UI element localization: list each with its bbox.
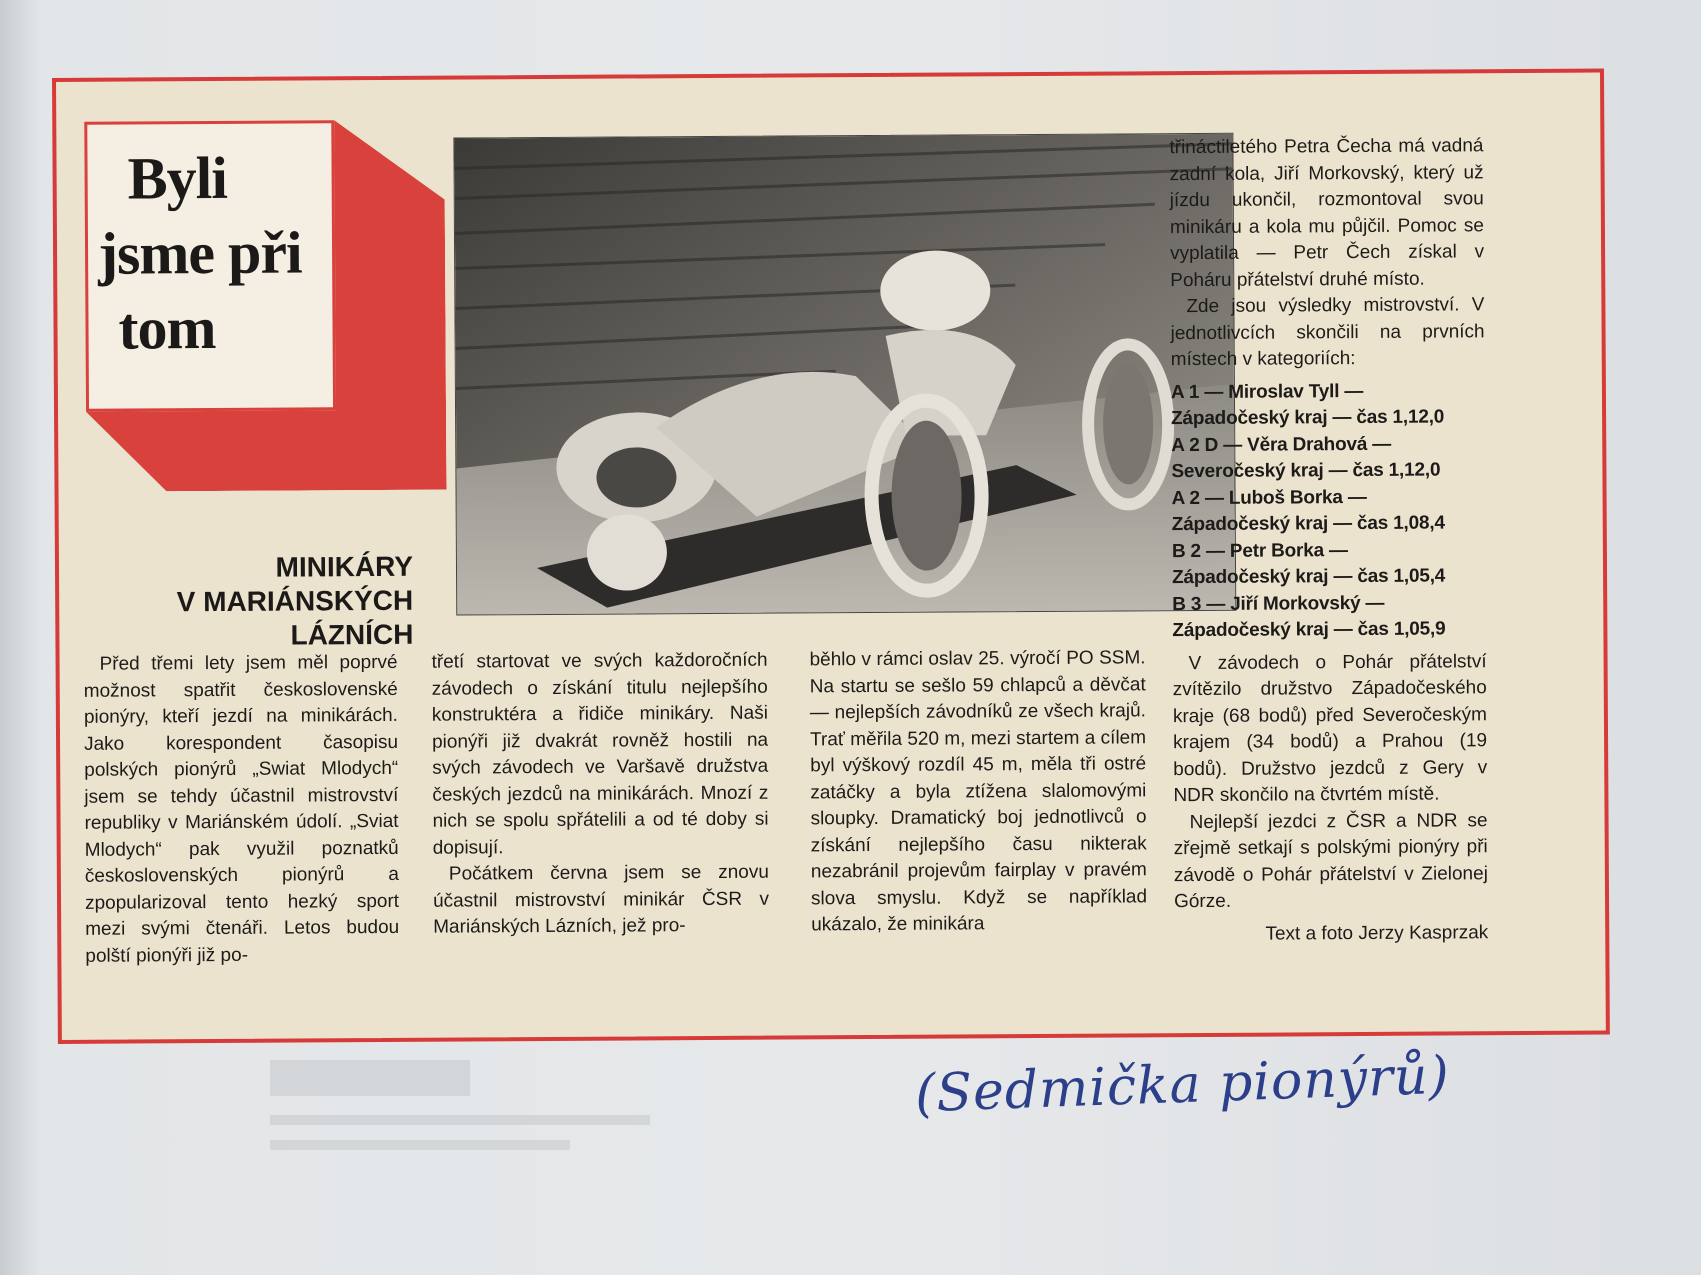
column-4-paragraph-3: V závodech o Pohár přátelství zvítězilo družstvo Západočeského kraje (68 bodů) před Severočeským krajem (34 bodů) a Prahou (19 bodů). Družstvo jezdců z Gery v NDR skončilo na čtvrtém místě. bbox=[1172, 650, 1488, 807]
result-line: B 2 — Petr Borka — bbox=[1171, 539, 1348, 562]
column-1-text: Před třemi lety jsem měl poprvé možnost spatřit československé pionýry, kteří jezdí na minikárách. Jako korespondent časopisu polských pionýrů „Swiat Mlodych“ jsem se tehdy účastnil mistrovství republiky v Mariánském údolí. „Sviat Mlodych“ pak využil poznatků československých pionýrů a zpopularizoval tento hezký sport mezi svými čtenáři. Letos budou polští pionýři již po- bbox=[83, 651, 400, 967]
result-line: Západočeský kraj — čas 1,05,9 bbox=[1172, 618, 1446, 642]
result-line: Západočeský kraj — čas 1,08,4 bbox=[1171, 512, 1445, 536]
result-line: Západočeský kraj — čas 1,12,0 bbox=[1171, 406, 1445, 430]
bleed-through-text bbox=[270, 1060, 690, 1180]
result-line: Severočeský kraj — čas 1,12,0 bbox=[1171, 459, 1441, 483]
photo-credit: Text a foto Jerzy Kasprzak bbox=[1265, 921, 1489, 945]
headline bbox=[176, 550, 413, 653]
result-line: B 3 — Jiří Morkovský — bbox=[1172, 592, 1385, 615]
column-4-paragraph-2: Zde jsou výsledky mistrovství. V jednotlivcích skončili na prvních místech v kategoriích: bbox=[1170, 294, 1485, 371]
title-box bbox=[84, 120, 446, 492]
handwritten-source: (Sedmička pionýrů) bbox=[914, 1045, 1451, 1125]
title-line-2: jsme při bbox=[97, 219, 302, 287]
title-line-1: Byli bbox=[127, 144, 228, 212]
column-2-paragraph-2: Počátkem června jsem se znovu účastnil mistrovství minikár ČSR v Mariánských Lázních, jež pro- bbox=[432, 861, 770, 938]
headline-line-1: MINIKÁRY bbox=[275, 550, 414, 583]
result-line: A 2 — Luboš Borka — bbox=[1171, 486, 1367, 509]
column-3 bbox=[809, 645, 1147, 939]
result-line: Západočeský kraj — čas 1,05,4 bbox=[1172, 565, 1446, 589]
column-4 bbox=[1169, 133, 1488, 948]
column-2-paragraph-1: třetí startovat ve svých každoročních závodech o získání titulu nejlepšího konstruktéra a řidiče minikáry. Naši pionýři již dvakrát rovněž hostili na svých závodech ve Varšavě družstva českých jezdců na minikárách. Mnozí z nich se spolu spřátelili a od té doby si dopisují. bbox=[431, 649, 769, 859]
column-3-text: běhlo v rámci oslav 25. výročí PO SSM. Na startu se sešlo 59 chlapců a děvčat — nejlepších závodníků ze všech krajů. Trať měřila 520 m, mezi startem a cílem byl výškový rozdíl 45 m, měla tři ostré zatáčky a byla ztížena slalomovými sloupky. Dramatický boj jednotlivců o získání nejlepšího času nikterak nezabránil projevům fairplay v pravém slova smyslu. Když se například ukázalo, že minikára bbox=[809, 647, 1148, 936]
race-photo bbox=[453, 133, 1236, 616]
column-4-paragraph-1: třináctiletého Petra Čecha má vadná zadní kola, Jiří Morkovský, který už jízdu ukončil, rozmontoval svou minikáru a kola mu půjčil. Pomoc se vyplatila — Petr Čech získal v Poháru přátelství druhé místo. bbox=[1169, 135, 1485, 291]
headline-line-3: LÁZNÍCH bbox=[290, 618, 414, 651]
column-4-paragraph-4: Nejlepší jezdci z ČSR a NDR se zřejmě setkají s polskými pionýry při závodě o Pohár přátelství v Zielonej Górze. bbox=[1173, 809, 1488, 913]
column-1 bbox=[84, 650, 400, 970]
result-line: A 2 D — Věra Drahová — bbox=[1171, 433, 1392, 456]
newspaper-clipping bbox=[52, 69, 1610, 1044]
column-2 bbox=[431, 648, 769, 942]
headline-line-2: V MARIÁNSKÝCH bbox=[176, 584, 414, 618]
results-list bbox=[1171, 378, 1487, 645]
handwritten-note bbox=[914, 1045, 1451, 1135]
title-line-3: tom bbox=[118, 295, 216, 362]
result-line: A 1 — Miroslav Tyll — bbox=[1170, 380, 1364, 403]
title-panel bbox=[84, 120, 336, 412]
